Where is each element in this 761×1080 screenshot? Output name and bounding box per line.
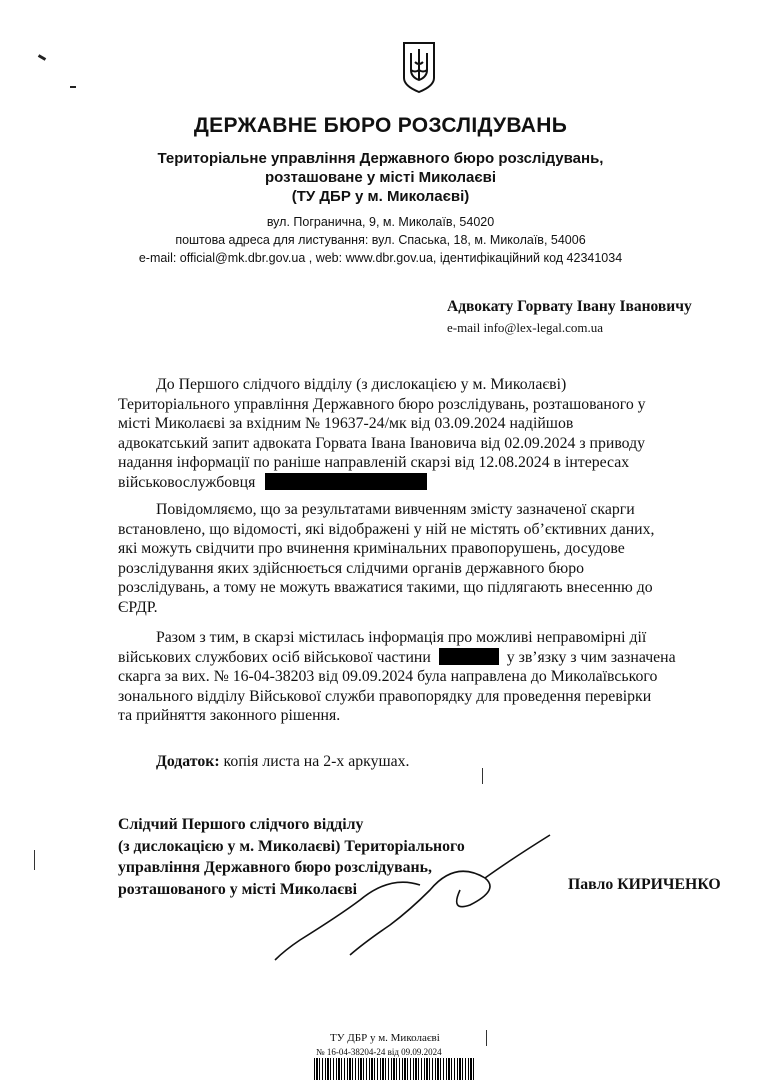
text-line [118, 473, 750, 493]
text-fragment: у зв’язку з чим зазначена [506, 648, 676, 666]
paragraph-referral [118, 628, 750, 726]
address-line-1: вул. Погранична, 9, м. Миколаїв, 54020 [266, 215, 495, 229]
organization-name: ДЕРЖАВНЕ БЮРО РОЗСЛІДУВАНЬ [193, 114, 568, 137]
text-fragment: військових службових осіб військової частини [118, 648, 431, 666]
handwritten-signature [270, 830, 560, 965]
text-line: надання інформації по раніше направленій скарзі від 12.08.2024 в інтересах [118, 454, 630, 472]
text-line: ЄРДР. [118, 598, 158, 616]
scan-mark [34, 850, 35, 870]
text-line: зонального відділу Військової служби правопорядку для проведення перевірки [118, 687, 652, 705]
paragraph-request [118, 375, 750, 493]
department-line-1: Територіальне управління Державного бюро розслідувань, [157, 150, 604, 167]
trident-emblem [401, 40, 437, 94]
redaction-block [439, 648, 499, 665]
stamp-registration-number: № 16-04-38204-24 від 09.09.2024 [316, 1047, 442, 1057]
recipient-email: e-mail info@lex-legal.com.ua [447, 320, 603, 335]
text-line: адвокатський запит адвоката Горвата Івана Івановича від 02.09.2024 з приводу [118, 434, 646, 452]
barcode [314, 1058, 474, 1080]
scan-mark [486, 1030, 487, 1046]
text-line: Разом з тим, в скарзі містилась інформація про можливі неправомірні дії [156, 629, 647, 646]
appendix-line [156, 752, 410, 772]
text-line [118, 648, 750, 668]
text-line: До Першого слідчого відділу (з дислокацією у м. Миколаєві) [156, 376, 567, 393]
scan-mark [482, 768, 483, 784]
appendix-text: копія листа на 2-х аркушах. [219, 753, 410, 770]
scan-mark [38, 54, 46, 61]
text-fragment: військовослужбовця [118, 473, 256, 491]
text-line: які можуть свідчити про вчинення кримінальних правопорушень, досудове [118, 540, 625, 558]
scan-mark [70, 86, 76, 88]
text-line: Територіального управління Державного бюро розслідувань, розташованого у [118, 395, 646, 413]
department-line-3: (ТУ ДБР у м. Миколаєві) [291, 188, 470, 205]
text-line: та прийняття законного рішення. [118, 707, 341, 725]
address-line-2: поштова адреса для листування: вул. Спаська, 18, м. Миколаїв, 54006 [175, 233, 586, 247]
text-line: розслідування яких здійснюється слідчими органів державного бюро [118, 559, 585, 577]
text-line: розташованого у місті Миколаєві [118, 880, 357, 898]
stamp-organization: ТУ ДБР у м. Миколаєві [330, 1032, 440, 1044]
text-line: (з дислокацією у м. Миколаєві) Територіального [118, 837, 465, 855]
text-line: Повідомляємо, що за результатами вивченням змісту зазначеної скарги [156, 501, 635, 518]
address-line-3: e-mail: official@mk.dbr.gov.ua , web: www.dbr.gov.ua, ідентифікаційний код 42341034 [138, 251, 623, 265]
text-line: скарга за вих. № 16-04-38203 від 09.09.2024 була направлена до Миколаївського [118, 668, 658, 686]
appendix-label: Додаток: [156, 753, 220, 770]
paragraph-findings [118, 500, 750, 618]
redaction-block [265, 473, 427, 490]
text-line: Слідчий Першого слідчого відділу [118, 816, 364, 833]
department-line-2: розташоване у місті Миколаєві [264, 169, 497, 186]
text-line: місті Миколаєві за вхідним № 19637-24/мк від 03.09.2024 надійшов [118, 415, 574, 433]
recipient-name: Адвокату Горвату Івану Івановичу [447, 298, 692, 315]
text-line: управління Державного бюро розслідувань, [118, 859, 432, 876]
signer-name: Павло КИРИЧЕНКО [568, 876, 721, 893]
text-line: розслідувань, а тому не можуть вважатися такими, що підлягають внесенню до [118, 579, 653, 597]
text-line: встановлено, що відомості, які відображені у ній не містять об’єктивних даних, [118, 520, 655, 538]
